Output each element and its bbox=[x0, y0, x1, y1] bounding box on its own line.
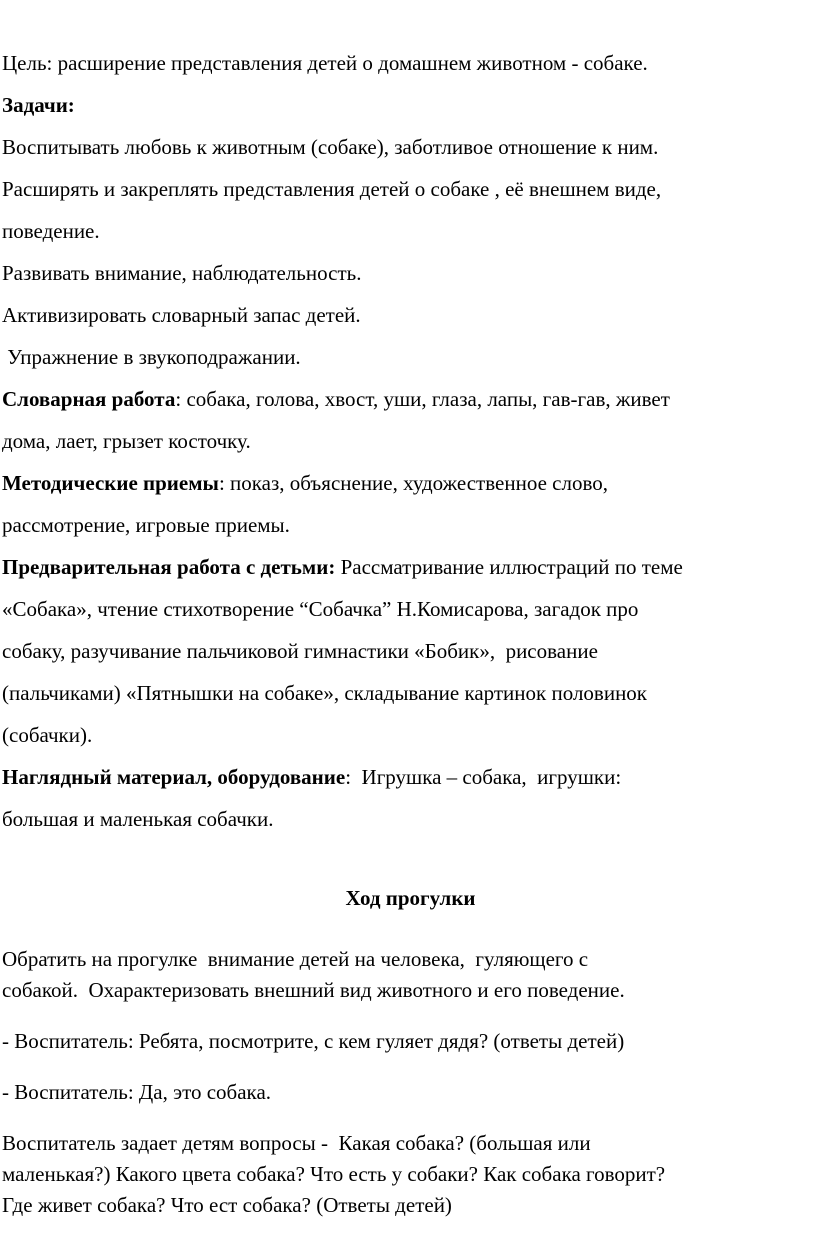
document-page bbox=[2, 42, 807, 1221]
prework-line-1: Предварительная работа с детьми: Рассматривание иллюстраций по теме bbox=[2, 555, 683, 579]
materials-label: Наглядный материал, оборудование bbox=[2, 765, 346, 789]
materials-line-1: Наглядный материал, оборудование: Игрушка – собака, игрушки: bbox=[2, 765, 622, 789]
prework-line-2: «Собака», чтение стихотворение “Собачка” Н.Комисарова, загадок про bbox=[2, 597, 639, 621]
prework-line-4: (пальчиками) «Пятнышки на собаке», складывание картинок половинок bbox=[2, 681, 648, 705]
task-item: Расширять и закреплять представления детей о собаке , её внешнем виде, bbox=[2, 177, 662, 201]
prework-line-3: собаку, разучивание пальчиковой гимнастики «Бобик», рисование bbox=[2, 639, 598, 663]
dialogue-line: - Воспитатель: Да, это собака. bbox=[2, 1080, 272, 1104]
task-item: Активизировать словарный запас детей. bbox=[2, 303, 361, 327]
vocab-line-2: дома, лает, грызет косточку. bbox=[2, 429, 251, 453]
prework-line-5: (собачки). bbox=[2, 723, 93, 747]
methods-line-2: рассмотрение, игровые приемы. bbox=[2, 513, 290, 537]
methods-label: Методические приемы bbox=[2, 471, 219, 495]
questions-line-2: маленькая?) Какого цвета собака? Что есть у собаки? Как собака говорит? bbox=[2, 1162, 666, 1186]
task-item: Развивать внимание, наблюдательность. bbox=[2, 261, 362, 285]
methods-line-1: Методические приемы: показ, объяснение, художественное слово, bbox=[2, 471, 608, 495]
questions-line-1: Воспитатель задает детям вопросы - Какая собака? (большая или bbox=[2, 1131, 591, 1155]
goal-line: Цель: расширение представления детей о домашнем животном - собаке. bbox=[2, 51, 648, 75]
walk-intro-line-2: собакой. Охарактеризовать внешний вид животного и его поведение. bbox=[2, 978, 625, 1002]
walk-heading: Ход прогулки bbox=[345, 886, 476, 910]
tasks-heading: Задачи: bbox=[2, 93, 75, 117]
walk-intro-line-1: Обратить на прогулке внимание детей на человека, гуляющего с bbox=[2, 947, 589, 971]
materials-line-2: большая и маленькая собачки. bbox=[2, 807, 274, 831]
prework-label: Предварительная работа с детьми: bbox=[2, 555, 336, 579]
vocab-line-1: Словарная работа: собака, голова, хвост, уши, глаза, лапы, гав-гав, живет bbox=[2, 387, 670, 411]
dialogue-line: - Воспитатель: Ребята, посмотрите, с кем гуляет дядя? (ответы детей) bbox=[2, 1029, 625, 1053]
task-item: поведение. bbox=[2, 219, 100, 243]
vocab-label: Словарная работа bbox=[2, 387, 176, 411]
task-item: Воспитывать любовь к животным (собаке), заботливое отношение к ним. bbox=[2, 135, 659, 159]
task-item: Упражнение в звукоподражании. bbox=[2, 345, 301, 369]
questions-line-3: Где живет собака? Что ест собака? (Ответы детей) bbox=[2, 1193, 452, 1217]
